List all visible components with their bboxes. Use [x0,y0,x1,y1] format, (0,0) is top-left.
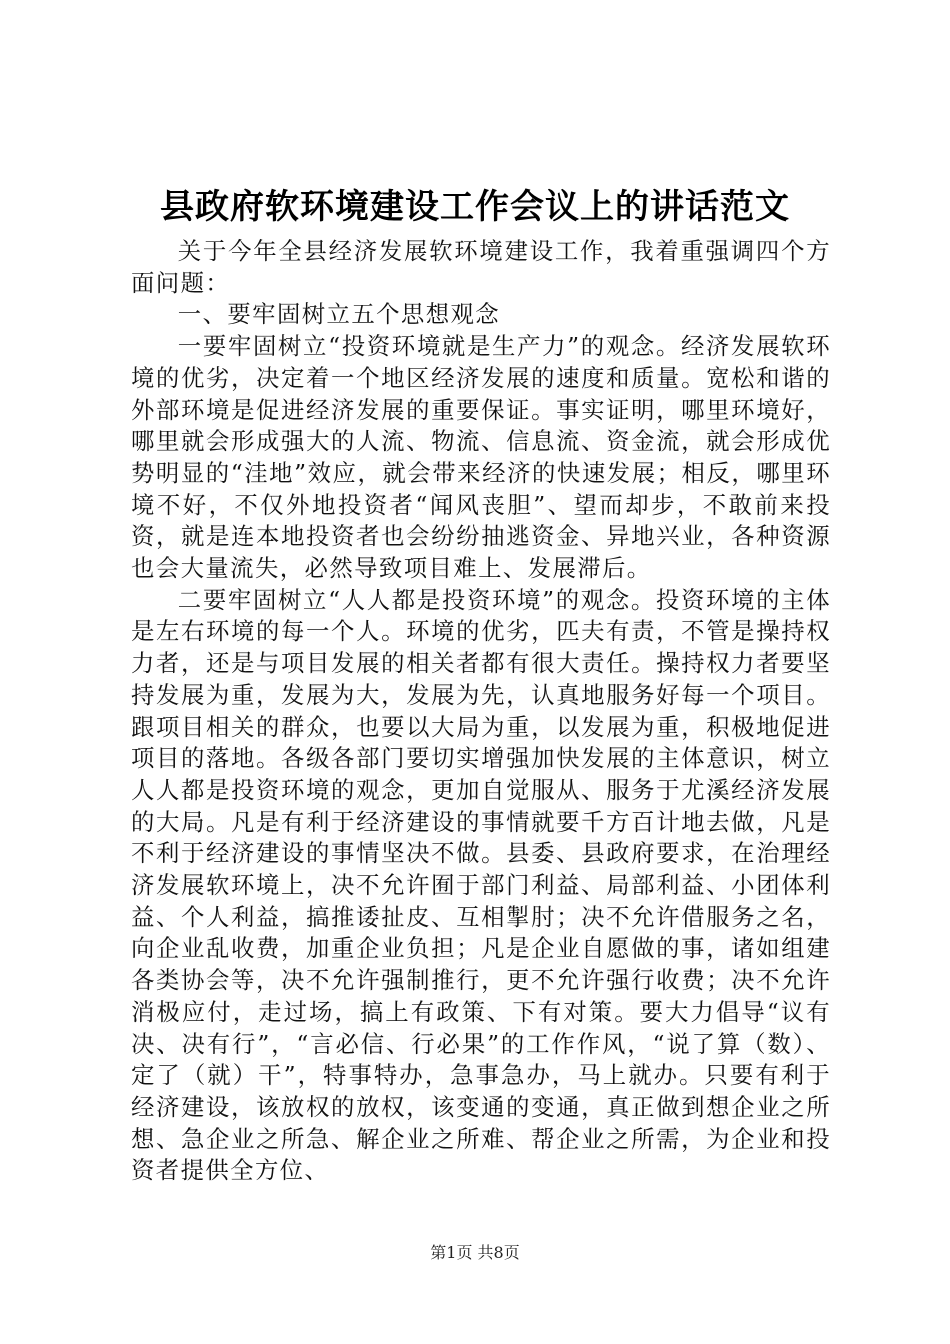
paragraph-point-one: 一要牢固树立“投资环境就是生产力”的观念。经济发展软环境的优劣，决定着一个地区经济发展的速度和质量。宽松和谐的外部环境是促进经济发展的重要保证。事实证明，哪里环境好，哪里就会形成强大的人流、物流、信息流、资金流，就会形成优势明显的“洼地”效应，就会带来经济的快速发展；相反，哪里环境不好，不仅外地投资者“闻风丧胆”、望而却步，不敢前来投资，就是连本地投资者也会纷纷抽逃资金、异地兴业，各种资源也会大量流失，必然导致项目难上、发展滞后。 [131,332,831,583]
paragraph-intro: 关于今年全县经济发展软环境建设工作，我着重强调四个方面问题： [131,237,831,297]
document-title: 县政府软环境建设工作会议上的讲话范文 [160,187,790,227]
section-heading: 一、要牢固树立五个思想观念 [177,300,501,329]
document-body [131,236,831,1187]
page-footer: 第1页 共8页 [430,1243,520,1262]
paragraph-point-two: 二要牢固树立“人人都是投资环境”的观念。投资环境的主体是左右环境的每一个人。环境的优劣，匹夫有责，不管是操持权力者，还是与项目发展的相关者都有很大责任。操持权力者要坚持发展为重，发展为大，发展为先，认真地服务好每一个项目。跟项目相关的群众，也要以大局为重，以发展为重，积极地促进项目的落地。各级各部门要切实增强加快发展的主体意识，树立人人都是投资环境的观念，更加自觉服从、服务于尤溪经济发展的大局。凡是有利于经济建设的事情就要千方百计地去做，凡是不利于经济建设的事情坚决不做。县委、县政府要求，在治理经济发展软环境上，决不允许囿于部门利益、局部利益、小团体利益、个人利益，搞推诿扯皮、互相掣肘；决不允许借服务之名，向企业乱收费，加重企业负担；凡是企业自愿做的事，诸如组建各类协会等，决不允许强制推行，更不允许强行收费；决不允许消极应付，走过场，搞上有政策、下有对策。要大力倡导“议有决、决有行”，“言必信、行必果”的工作作风，“说了算（数）、定了（就）干”，特事特办，急事急办，马上就办。只要有利于经济建设，该放权的放权，该变通的变通，真正做到想企业之所想、急企业之所急、解企业之所难、帮企业之所需，为企业和投资者提供全方位、 [131,585,831,1185]
